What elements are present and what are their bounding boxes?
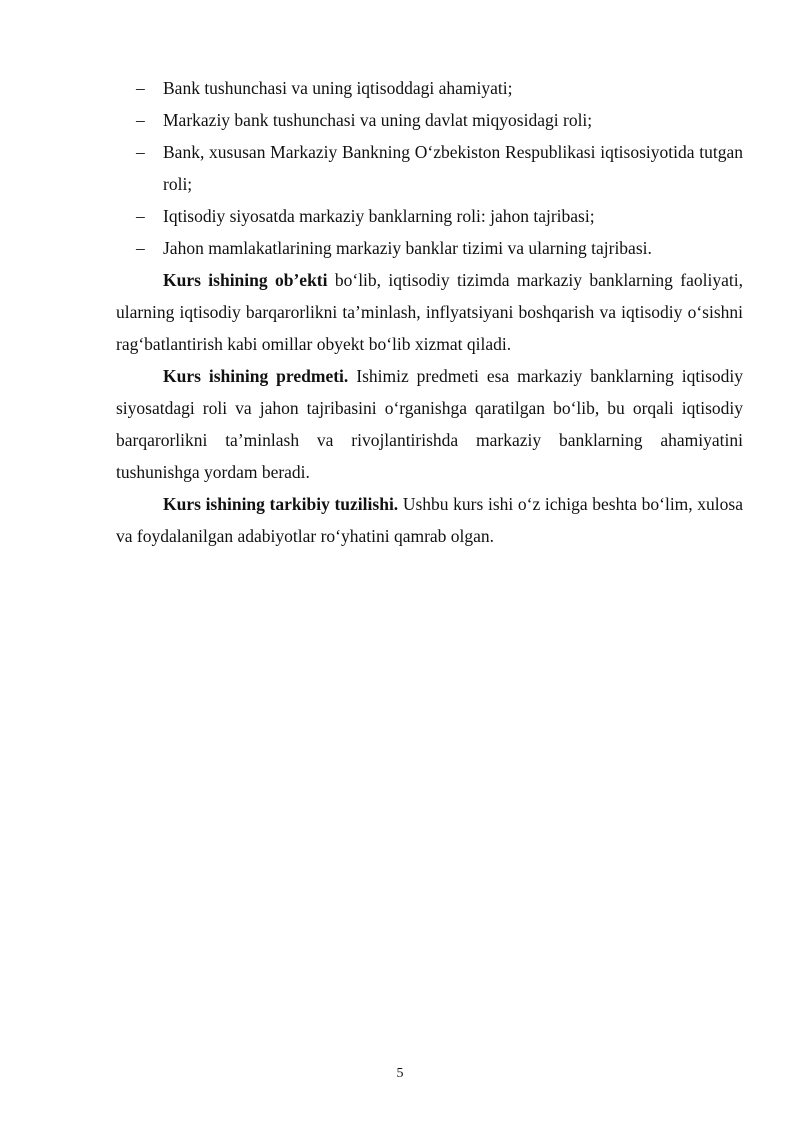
bullet-dash: – bbox=[136, 238, 145, 258]
object-heading: Kurs ishining ob’ekti bbox=[163, 270, 328, 290]
bullet-dash: – bbox=[136, 78, 145, 98]
structure-heading: Kurs ishining tarkibiy tuzilishi. bbox=[163, 494, 399, 514]
list-item bbox=[116, 104, 743, 136]
list-item-text: Jahon mamlakatlarining markaziy banklar tizimi va ularning tajribasi. bbox=[163, 238, 652, 258]
subject-paragraph bbox=[116, 360, 743, 488]
page-number: 5 bbox=[396, 1066, 404, 1081]
objectives-list bbox=[116, 72, 743, 264]
list-item bbox=[116, 72, 743, 104]
page-content bbox=[116, 72, 743, 552]
subject-heading: Kurs ishining predmeti. bbox=[163, 366, 349, 386]
subject-text: Ishimiz predmeti esa markaziy banklarning iqtisodiy siyosatdagi roli va jahon tajribasini o‘rganishga qaratilgan bo‘lib, bu orqali iqtisodiy barqarorlikni ta’minlash va rivojlantirishda markaziy banklarning ahamiyatini tushunishga yordam beradi. bbox=[116, 366, 743, 482]
object-text: bo‘lib, iqtisodiy tizimda markaziy banklarning faoliyati, ularning iqtisodiy barqarorlikni ta’minlash, inflyatsiyani boshqarish va iqtisodiy o‘sishni rag‘batlantirish kabi omillar obyekt bo‘lib xizmat qiladi. bbox=[116, 270, 743, 354]
list-item-text: Iqtisodiy siyosatda markaziy banklarning roli: jahon tajribasi; bbox=[163, 206, 595, 226]
list-item bbox=[116, 136, 743, 200]
structure-paragraph bbox=[116, 488, 743, 552]
structure-text: Ushbu kurs ishi o‘z ichiga beshta bo‘lim, xulosa va foydalanilgan adabiyotlar ro‘yhatini qamrab olgan. bbox=[116, 494, 743, 546]
bullet-dash: – bbox=[136, 110, 145, 130]
list-item bbox=[116, 200, 743, 232]
object-paragraph bbox=[116, 264, 743, 360]
list-item-text: Bank tushunchasi va uning iqtisoddagi ahamiyati; bbox=[163, 78, 513, 98]
list-item-text: Markaziy bank tushunchasi va uning davlat miqyosidagi roli; bbox=[163, 110, 593, 130]
bullet-dash: – bbox=[136, 142, 145, 162]
list-item bbox=[116, 232, 743, 264]
list-item-text: Bank, xususan Markaziy Bankning O‘zbekiston Respublikasi iqtisosiyotida tutgan roli; bbox=[163, 142, 743, 194]
bullet-dash: – bbox=[136, 206, 145, 226]
